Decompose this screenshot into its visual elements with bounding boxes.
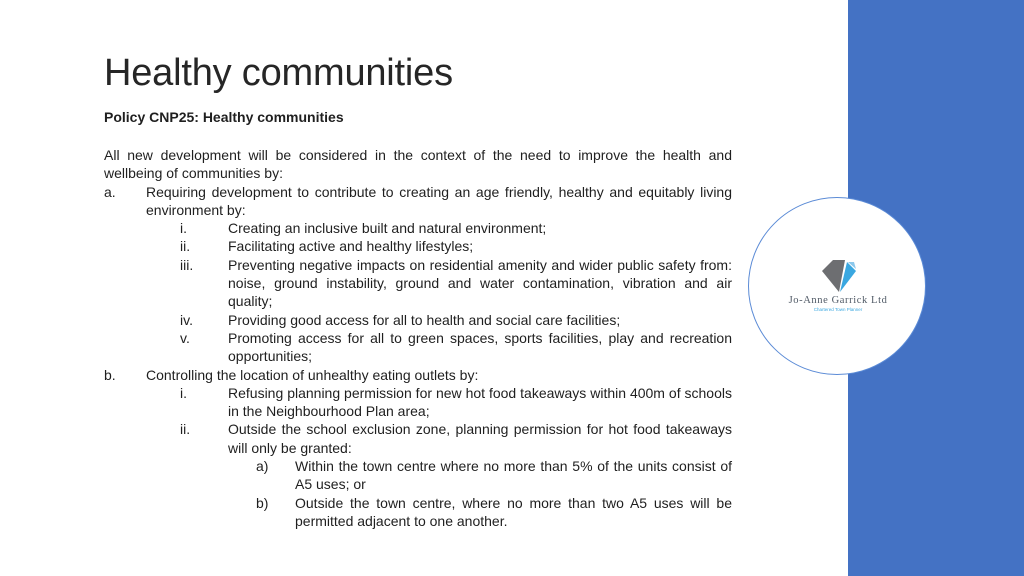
list-item-a-v	[104, 329, 732, 366]
list-text: Facilitating active and healthy lifestyles;	[228, 238, 474, 255]
list-marker: b.	[104, 366, 116, 383]
policy-body	[104, 146, 732, 530]
logo-name: Jo-Anne Garrick Ltd	[788, 295, 888, 306]
list-text: Outside the town centre, where no more than two A5 uses will be permitted adjacent to one another.	[295, 494, 732, 529]
list-item-b-ii-a	[104, 457, 732, 494]
intro-paragraph: All new development will be considered in the context of the need to improve the health and wellbeing of communities by:	[104, 147, 732, 182]
list-text: Creating an inclusive built and natural environment;	[228, 220, 547, 237]
list-text: Requiring development to contribute to creating an age friendly, healthy and equitably living environment by:	[146, 183, 732, 218]
list-text: Outside the school exclusion zone, planning permission for hot food takeaways will only be granted:	[228, 421, 732, 456]
list-item-b-ii-b	[104, 494, 732, 531]
list-marker: ii.	[180, 238, 191, 255]
list-text: Within the town centre where no more than 5% of the units consist of A5 uses; or	[295, 458, 732, 493]
list-text: Promoting access for all to green spaces, sports facilities, play and recreation opportunities;	[228, 329, 732, 365]
diamond-logo-icon	[819, 258, 859, 294]
list-marker: b)	[256, 494, 269, 511]
list-marker: a)	[256, 458, 269, 475]
list-item-b	[104, 366, 732, 384]
list-item-a-ii	[104, 237, 732, 255]
list-text: Providing good access for all to health and social care facilities;	[228, 311, 621, 328]
list-text: Preventing negative impacts on residential amenity and wider public safety from: noise, ground instability, ground and water contamination, vibration and air quality;	[228, 256, 732, 310]
list-marker: iv.	[180, 311, 193, 328]
list-item-a-iv	[104, 311, 732, 329]
list-marker: i.	[180, 220, 187, 237]
list-marker: v.	[180, 329, 190, 346]
list-marker: iii.	[180, 256, 194, 273]
list-item-a	[104, 183, 732, 220]
logo-badge	[748, 197, 926, 375]
list-text: Controlling the location of unhealthy eating outlets by:	[146, 366, 479, 383]
policy-heading: Policy CNP25: Healthy communities	[104, 109, 344, 125]
list-item-a-i	[104, 219, 732, 237]
logo-tagline: Chartered Town Planner	[813, 307, 863, 312]
list-marker: ii.	[180, 421, 191, 438]
list-text: Refusing planning permission for new hot food takeaways within 400m of schools in the Neighbourhood Plan area;	[228, 384, 732, 420]
list-item-b-i	[104, 384, 732, 421]
list-item-a-iii	[104, 256, 732, 311]
list-marker: i.	[180, 384, 187, 401]
list-item-b-ii	[104, 420, 732, 457]
slide-title: Healthy communities	[104, 52, 453, 94]
list-marker: a.	[104, 183, 116, 200]
